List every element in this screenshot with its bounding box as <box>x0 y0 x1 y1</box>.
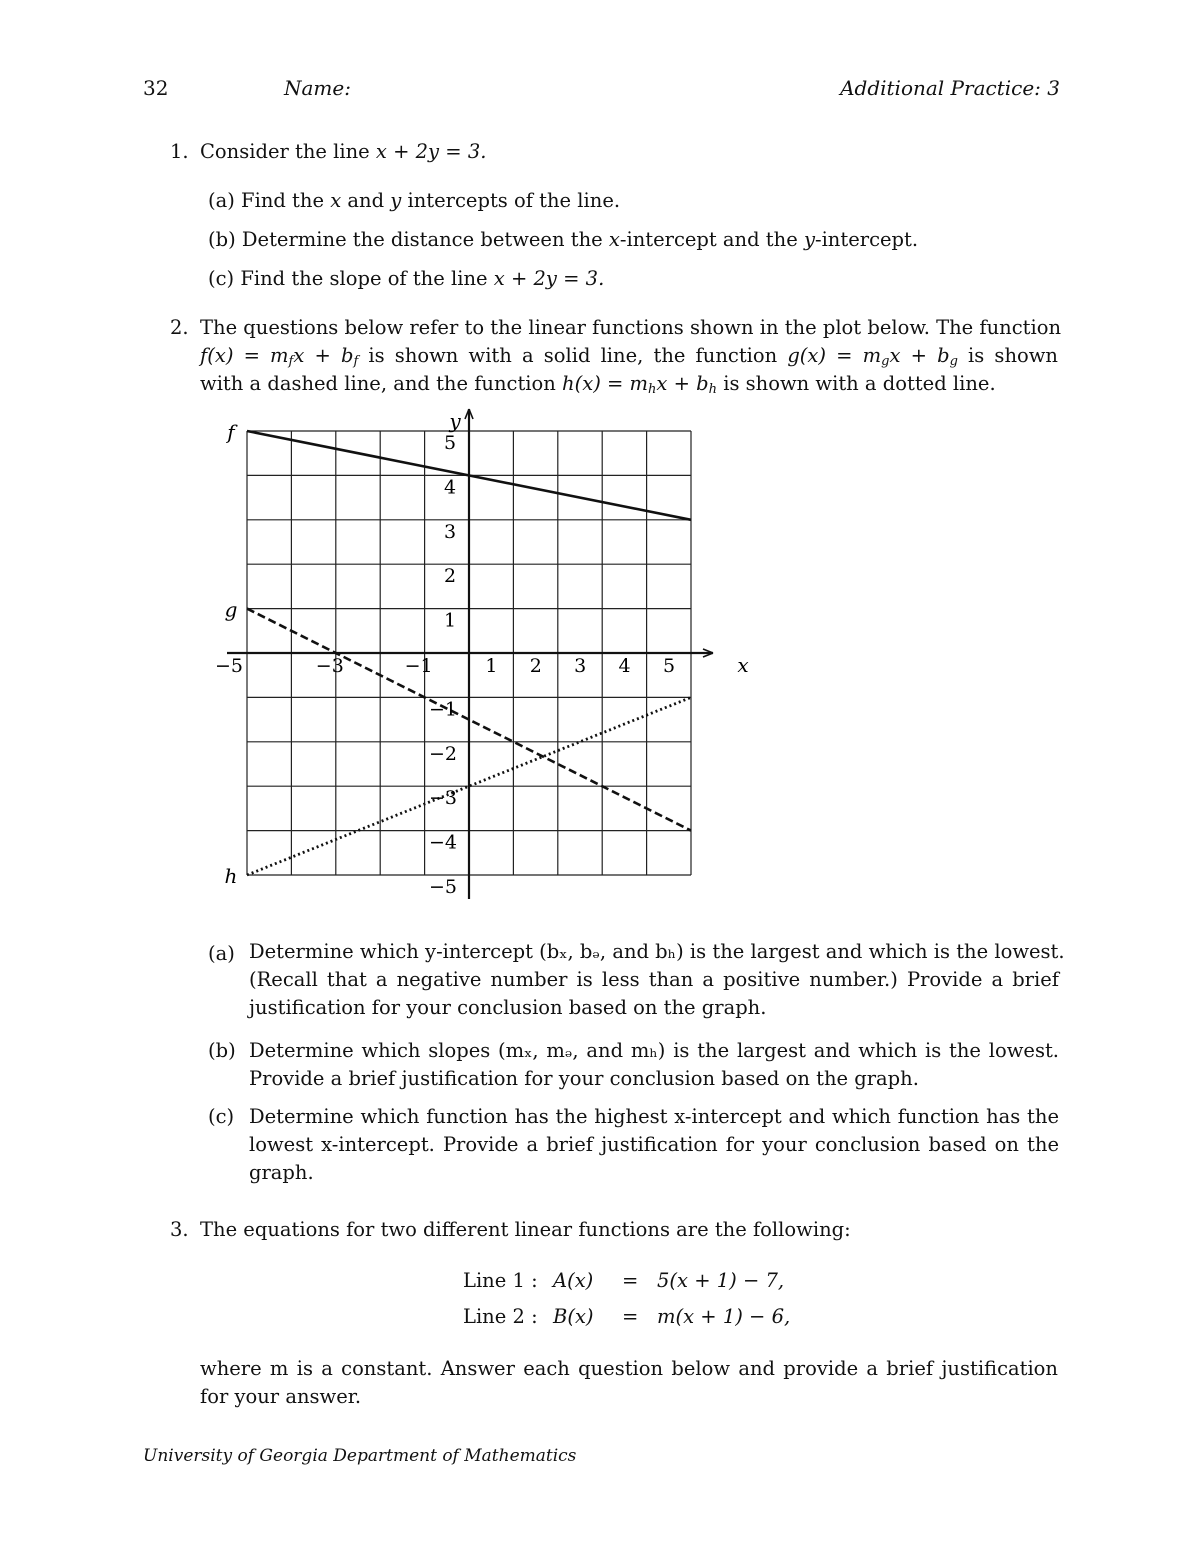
q2-number: 2. <box>170 316 189 339</box>
axes <box>224 409 713 899</box>
y-tick-label: −3 <box>428 787 458 810</box>
q3-eq2-eq: = <box>622 1305 639 1328</box>
g-definition: $g(x) = m_gx + b_g$ <box>787 344 958 369</box>
section-title: Additional Practice: 3 <box>840 76 1060 100</box>
y-tick-label: 4 <box>443 476 457 499</box>
q2-part-c-line2: lowest x-intercept. Provide a brief justification for your conclusion based on the <box>249 1133 1059 1156</box>
part-label: (b) <box>208 1039 236 1062</box>
x-tick-label: 3 <box>574 655 587 677</box>
part-label: (a) <box>208 942 235 965</box>
name-label: Name: <box>284 76 351 100</box>
q3-eq1-label: Line 1 : <box>463 1269 538 1292</box>
q3-closing-line2: for your answer. <box>200 1385 362 1408</box>
y-tick-label: −5 <box>428 876 458 898</box>
q2-part-c-line3: graph. <box>249 1161 314 1184</box>
q3-eq1-rhs: 5(x + 1) − 7, <box>657 1269 785 1292</box>
f-definition: $f(x) = m_fx + b_f$ <box>200 344 359 369</box>
x-tick-label: 5 <box>662 655 676 677</box>
intro-text: is shown <box>968 344 1058 367</box>
y-axis-label: y <box>449 409 461 433</box>
q2-part-c <box>208 1105 234 1128</box>
q1-number: 1. <box>170 140 189 163</box>
part-text: Find the slope of the line <box>240 267 488 290</box>
y-tick-label: 5 <box>443 432 457 454</box>
x-tick-label: 1 <box>485 655 498 677</box>
part-text: Determine the distance between the <box>241 228 603 251</box>
part-text: -intercept. <box>814 228 919 251</box>
part-label: (b) <box>208 228 236 251</box>
q3-closing-line1: where m is a constant. Answer each question below and provide a brief justification <box>200 1357 1058 1380</box>
footer: University of Georgia Department of Mathematics <box>143 1446 577 1466</box>
y-tick-label: 2 <box>443 565 457 588</box>
part-label: (c) <box>208 267 235 290</box>
q3-number: 3. <box>170 1218 189 1241</box>
q2-part-a-line2: (Recall that a negative number is less than a positive number.) Provide a brief <box>249 968 1059 991</box>
q2-intro-line1: The questions below refer to the linear functions shown in the plot below. The function <box>200 316 1062 339</box>
y-tick-label: −2 <box>428 742 458 765</box>
part-text: Find the <box>241 189 324 212</box>
y-tick-label: −1 <box>428 698 458 721</box>
q3-intro: The equations for two different linear functions are the following: <box>200 1218 851 1241</box>
y-tick-label: 1 <box>443 609 457 632</box>
var-y: y <box>803 228 815 251</box>
series-label-h: h <box>224 864 238 888</box>
q2-part-a-line3: justification for your conclusion based on the graph. <box>249 996 767 1019</box>
series-label-f: f <box>227 420 235 444</box>
part-label: (c) <box>208 1105 235 1128</box>
part-text: intercepts of the line. <box>407 189 621 212</box>
var-x: x <box>608 228 620 251</box>
part-text: -intercept and the <box>619 228 798 251</box>
q3-eq1-lhs: A(x) <box>553 1269 594 1292</box>
h-definition: $h(x) = m_hx + b_h$ <box>562 372 718 397</box>
y-tick-label: 3 <box>443 520 457 543</box>
x-tick-label: −1 <box>404 655 433 677</box>
q3-eq2-lhs: B(x) <box>553 1305 594 1328</box>
q1-equation: x + 2y = 3. <box>375 140 487 163</box>
var-x: x <box>330 189 342 212</box>
q2-part-b-line2: Provide a brief justification for your conclusion based on the graph. <box>249 1067 919 1090</box>
q3-eq2-label: Line 2 : <box>463 1305 538 1328</box>
q2-part-a <box>208 940 235 969</box>
intro-text: is shown with a dotted line. <box>723 372 996 395</box>
q2-part-b <box>208 1039 236 1062</box>
x-tick-label: −5 <box>214 655 244 677</box>
intro-text: with a dashed line, and the function <box>200 372 556 395</box>
page-number: 32 <box>143 76 169 100</box>
x-tick-label: −3 <box>315 655 344 677</box>
intro-text: is shown with a solid line, the function <box>368 344 778 367</box>
var-y: y <box>390 189 402 212</box>
x-axis-label: x <box>737 653 749 677</box>
q1-prompt-text: Consider the line <box>200 140 370 163</box>
y-tick-label: −4 <box>428 831 458 854</box>
q3-eq1-eq: = <box>622 1269 639 1292</box>
part-text: and <box>347 189 385 212</box>
q2-part-b-line1: Determine which slopes (mₓ, mₔ, and mₕ) is the largest and which is the lowest. <box>249 1039 1059 1062</box>
q2-part-c-line1: Determine which function has the highest x-intercept and which function has the <box>249 1105 1059 1128</box>
x-tick-label: 2 <box>529 655 542 677</box>
part-equation: x + 2y = 3. <box>493 267 605 290</box>
series-label-g: g <box>224 597 238 622</box>
x-tick-label: 4 <box>618 655 631 677</box>
q3-eq2-rhs: m(x + 1) − 6, <box>657 1305 791 1328</box>
part-label: (a) <box>208 189 235 212</box>
q2-part-a-line1: Determine which y-intercept (bₓ, bₔ, and bₕ) is the largest and which is the lowest. <box>249 940 1065 963</box>
